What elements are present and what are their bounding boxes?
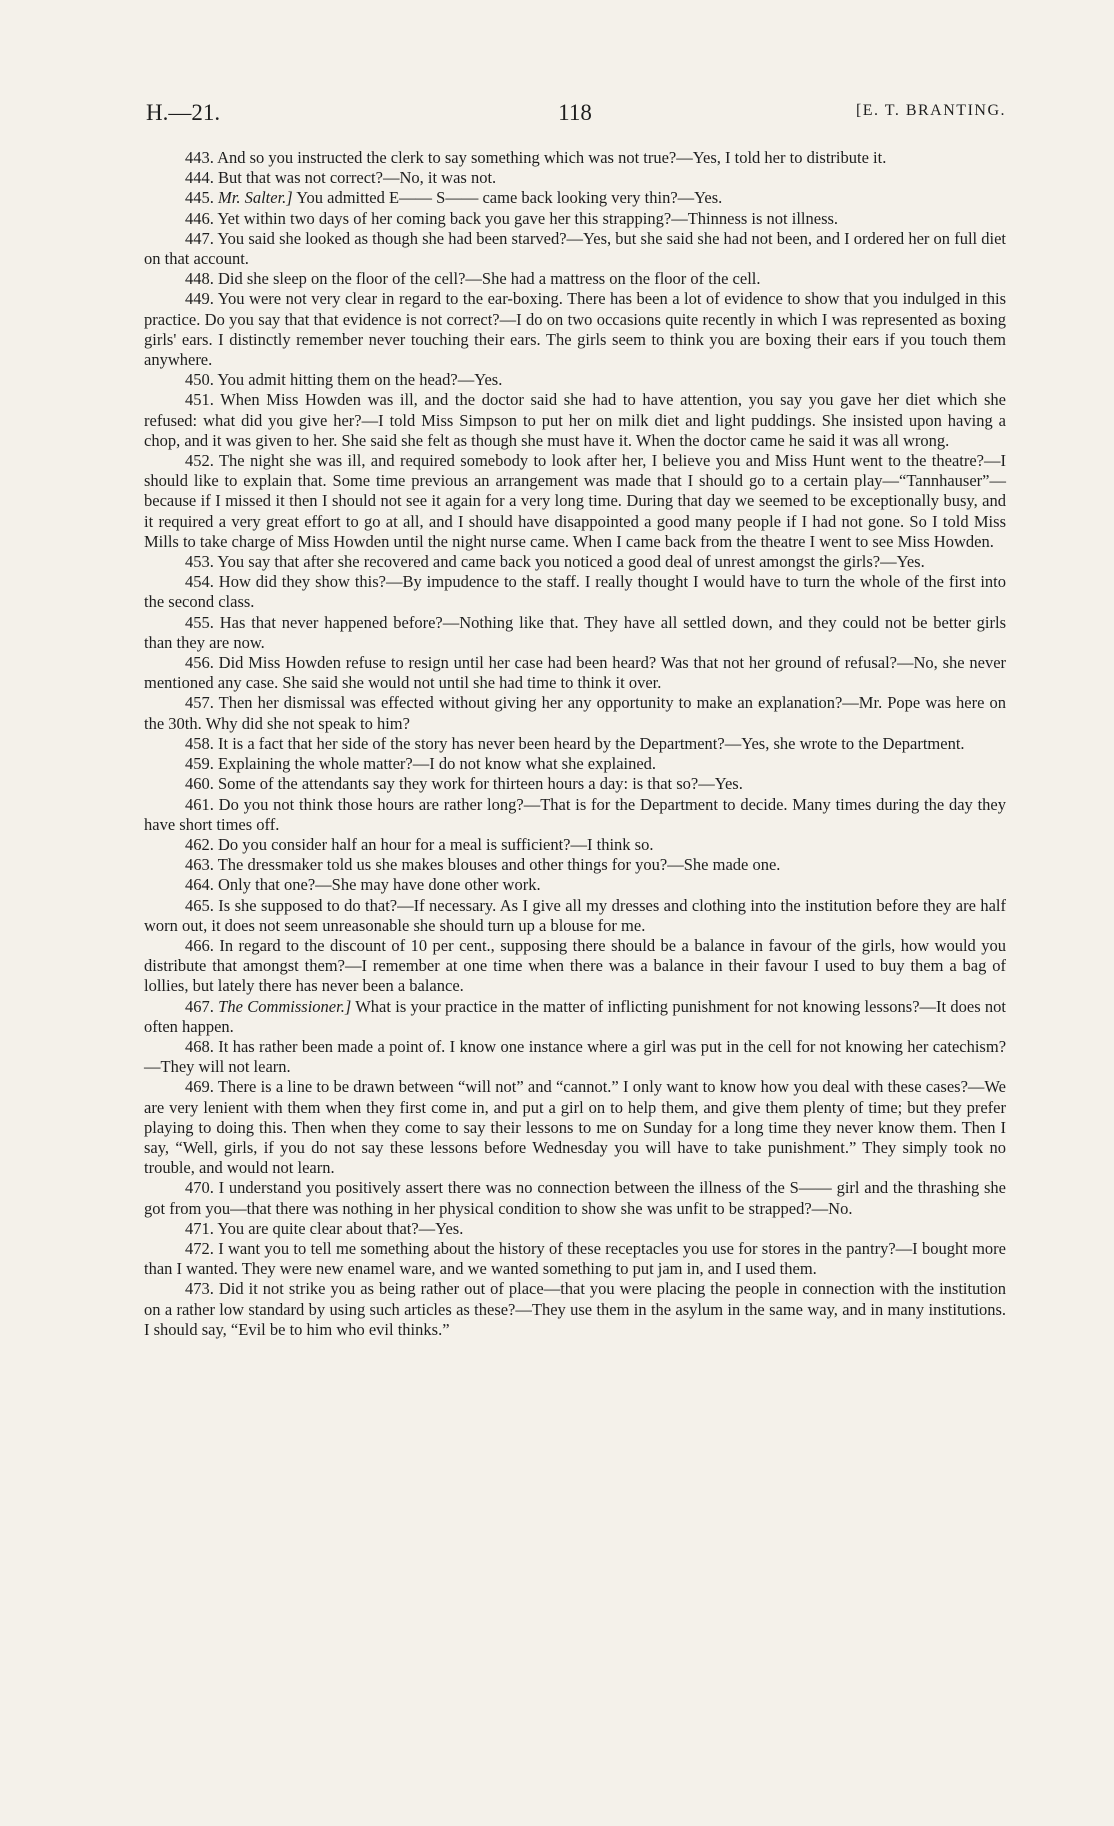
question-text: What is your practice in the matter of inflicting punishment for not knowing lessons?—It does not often happen. (144, 996, 1006, 1036)
question-number: 472. (185, 1238, 214, 1258)
question-text: You said she looked as though she had been starved?—Yes, but she said she had not been, and I ordered her on full diet on that account. (144, 228, 1007, 269)
question-text: Then her dismissal was effected without giving her any opportunity to make an explanation?—Mr. Pope was here on the 30th. Why did she not speak to him? (144, 693, 1007, 733)
question-paragraph (144, 168, 1006, 188)
witness-name: [E. T. BRANTING. (855, 102, 1006, 119)
question-paragraph (144, 572, 1006, 612)
question-number: 455. (185, 612, 214, 632)
question-text: It is a fact that her side of the story has never been heard by the Department?—Yes, she wrote to the Department. (218, 733, 965, 753)
speaker-label: The Commissioner.] (218, 996, 352, 1016)
question-paragraph (144, 370, 1006, 390)
question-text: I understand you positively assert there was no connection between the illness of the S—— girl and the thrashing she got from you—that there was nothing in her physical condition to show she was unfit to be strapped?—No. (144, 1178, 1006, 1218)
question-paragraph (144, 209, 1006, 229)
question-paragraph (144, 451, 1006, 552)
question-number: 444. (185, 168, 214, 188)
question-paragraph (144, 795, 1006, 835)
question-number: 459. (185, 754, 214, 774)
page-number: 118 (558, 100, 592, 125)
question-paragraph (144, 653, 1006, 693)
question-number: 452. (185, 451, 214, 471)
question-text: The dressmaker told us she makes blouses and other things for you?—She made one. (217, 855, 781, 875)
question-text: It has rather been made a point of. I know one instance where a girl was put in the cell for not knowing her catechism?—They will not learn. (144, 1036, 1007, 1077)
question-text: Do you not think those hours are rather long?—That is for the Department to decide. Many times during the day they have short times off. (144, 794, 1006, 834)
question-number: 449. (185, 289, 214, 309)
question-text: You say that after she recovered and came back you noticed a good deal of unrest amongst the girls?—Yes. (217, 552, 925, 572)
question-paragraph (144, 1219, 1006, 1239)
question-paragraph (144, 188, 1006, 208)
question-text: Has that never happened before?—Nothing like that. They have all settled down, and they could not be better girls than they are now. (144, 612, 1006, 652)
question-text: You were not very clear in regard to the ear-boxing. There has been a lot of evidence to show that you indulged in this practice. Do you say that that evidence is not correct?—I do on two occasions quite recently in which I was represented as boxing girls' ears. I distinctly remember never touching their ears. The girls seem to think you are boxing their ears if you touch them anywhere. (144, 289, 1006, 370)
question-number: 461. (185, 794, 214, 814)
question-number: 460. (185, 774, 214, 794)
question-number: 473. (185, 1279, 214, 1299)
question-number: 443. (185, 148, 214, 167)
question-number: 451. (185, 390, 214, 410)
question-paragraph (144, 148, 1006, 168)
question-number: 445. (185, 188, 214, 208)
question-number: 465. (185, 895, 214, 915)
question-number: 446. (185, 208, 214, 228)
question-number: 454. (185, 572, 214, 592)
speaker-label: Mr. Salter.] (218, 188, 293, 208)
question-text: Is she supposed to do that?—If necessary. As I give all my dresses and clothing into the institution before they are half worn out, it does not seem unreasonable she should turn up a blouse for me. (144, 895, 1007, 935)
question-text: Did she sleep on the floor of the cell?—She had a mattress on the floor of the cell. (218, 269, 761, 289)
question-paragraph (144, 1037, 1006, 1077)
question-paragraph (144, 693, 1006, 733)
question-text: You admit hitting them on the head?—Yes. (217, 370, 503, 390)
question-number: 456. (185, 653, 214, 673)
question-paragraph (144, 1279, 1006, 1340)
question-text: And so you instructed the clerk to say something which was not true?—Yes, I told her to distribute it. (217, 148, 887, 167)
question-text: The night she was ill, and required somebody to look after her, I believe you and Miss Hunt went to the theatre?—I should like to explain that. Some time previous an arrangement was made that I should go to a certain play—“Tannhauser”—because if I missed it then I should not see it again for a very long time. During that day we seemed to be exceptionally busy, and it required a very great effort to go at all, and I should have disappointed a good many people if I had not gone. So I told Miss Mills to take charge of Miss Howden until the night nurse came. When I came back from the theatre I went to see Miss Howden. (144, 451, 1006, 551)
question-paragraph (144, 289, 1006, 370)
question-paragraph (144, 390, 1006, 451)
question-paragraph (144, 896, 1006, 936)
question-number: 466. (185, 935, 214, 955)
document-body (144, 148, 1006, 1340)
question-paragraph (144, 936, 1006, 997)
question-number: 453. (185, 552, 214, 572)
question-text: When Miss Howden was ill, and the doctor said she had to have attention, you say you gave her diet which she refused: what did you give her?—I told Miss Simpson to put her on milk diet and light puddings. She insisted upon having a chop, and it was given to her. She said she felt as though she must have it. When the doctor came he said it was all wrong. (144, 390, 1007, 450)
question-text: Yet within two days of her coming back you gave her this strapping?—Thinness is not illness. (217, 208, 839, 228)
question-number: 448. (185, 269, 214, 289)
question-text: You admitted E—— S—— came back looking very thin?—Yes. (296, 188, 723, 208)
question-paragraph (144, 552, 1006, 572)
question-paragraph (144, 997, 1006, 1037)
question-text: Explaining the whole matter?—I do not know what she explained. (218, 754, 657, 774)
question-text: Only that one?—She may have done other work. (218, 875, 541, 895)
question-paragraph (144, 1178, 1006, 1218)
question-text: Do you consider half an hour for a meal is sufficient?—I think so. (218, 834, 654, 854)
question-paragraph (144, 855, 1006, 875)
question-number: 467. (185, 996, 214, 1016)
question-paragraph (144, 875, 1006, 895)
question-number: 447. (185, 228, 214, 248)
question-text: In regard to the discount of 10 per cent., supposing there should be a balance in favour of the girls, how would you distribute that amongst them?—I remember at one time when there was a balance in their favour I used to buy them a bag of lollies, but lately there has never been a balance. (144, 935, 1007, 996)
question-text: You are quite clear about that?—Yes. (217, 1218, 464, 1238)
question-number: 462. (185, 834, 214, 854)
question-paragraph (144, 1239, 1006, 1279)
question-paragraph (144, 734, 1006, 754)
question-paragraph (144, 269, 1006, 289)
question-number: 470. (185, 1178, 214, 1198)
question-number: 450. (185, 370, 214, 390)
question-text: Did it not strike you as being rather out of place—that you were placing the people in connection with the institution on a rather low standard by using such articles as these?—They use them in the asylum in the same way, and in many institutions. I should say, “Evil be to him who evil thinks.” (144, 1279, 1007, 1339)
question-paragraph (144, 1077, 1006, 1178)
question-number: 469. (185, 1077, 214, 1097)
question-text: Some of the attendants say they work for thirteen hours a day: is that so?—Yes. (218, 774, 743, 794)
question-text: But that was not correct?—No, it was not. (218, 168, 497, 188)
question-paragraph (144, 754, 1006, 774)
question-text: I want you to tell me something about the history of these receptacles you use for stores in the pantry?—I bought more than I wanted. They were new enamel ware, and we wanted something to put jam in, and I used them. (144, 1238, 1006, 1279)
question-number: 471. (185, 1218, 214, 1238)
question-number: 463. (185, 855, 214, 875)
question-paragraph (144, 613, 1006, 653)
question-text: There is a line to be drawn between “will not” and “cannot.” I only want to know how you deal with these cases?—We are very lenient with them when they first come in, and put a girl on to help them, and give them plenty of time; but they prefer playing to doing this. Then when they come to say their lessons to me on Sunday for a long time they never know them. Then I say, “Well, girls, if you do not say these lessons before Wednesday you will have to take punishment.” They simply took no trouble, and would not learn. (144, 1077, 1007, 1178)
page-header (144, 100, 1006, 134)
question-paragraph (144, 835, 1006, 855)
question-number: 464. (185, 875, 214, 895)
question-text: How did they show this?—By impudence to the staff. I really thought I would have to turn the whole of the first into the second class. (144, 572, 1007, 612)
question-paragraph (144, 774, 1006, 794)
report-code: H.—21. (146, 100, 221, 125)
question-paragraph (144, 229, 1006, 269)
question-number: 468. (185, 1036, 214, 1056)
question-number: 457. (185, 693, 214, 713)
question-number: 458. (185, 733, 214, 753)
question-text: Did Miss Howden refuse to resign until her case had been heard? Was that not her ground of refusal?—No, she never mentioned any case. She said she would not until she had time to think it over. (144, 653, 1007, 693)
